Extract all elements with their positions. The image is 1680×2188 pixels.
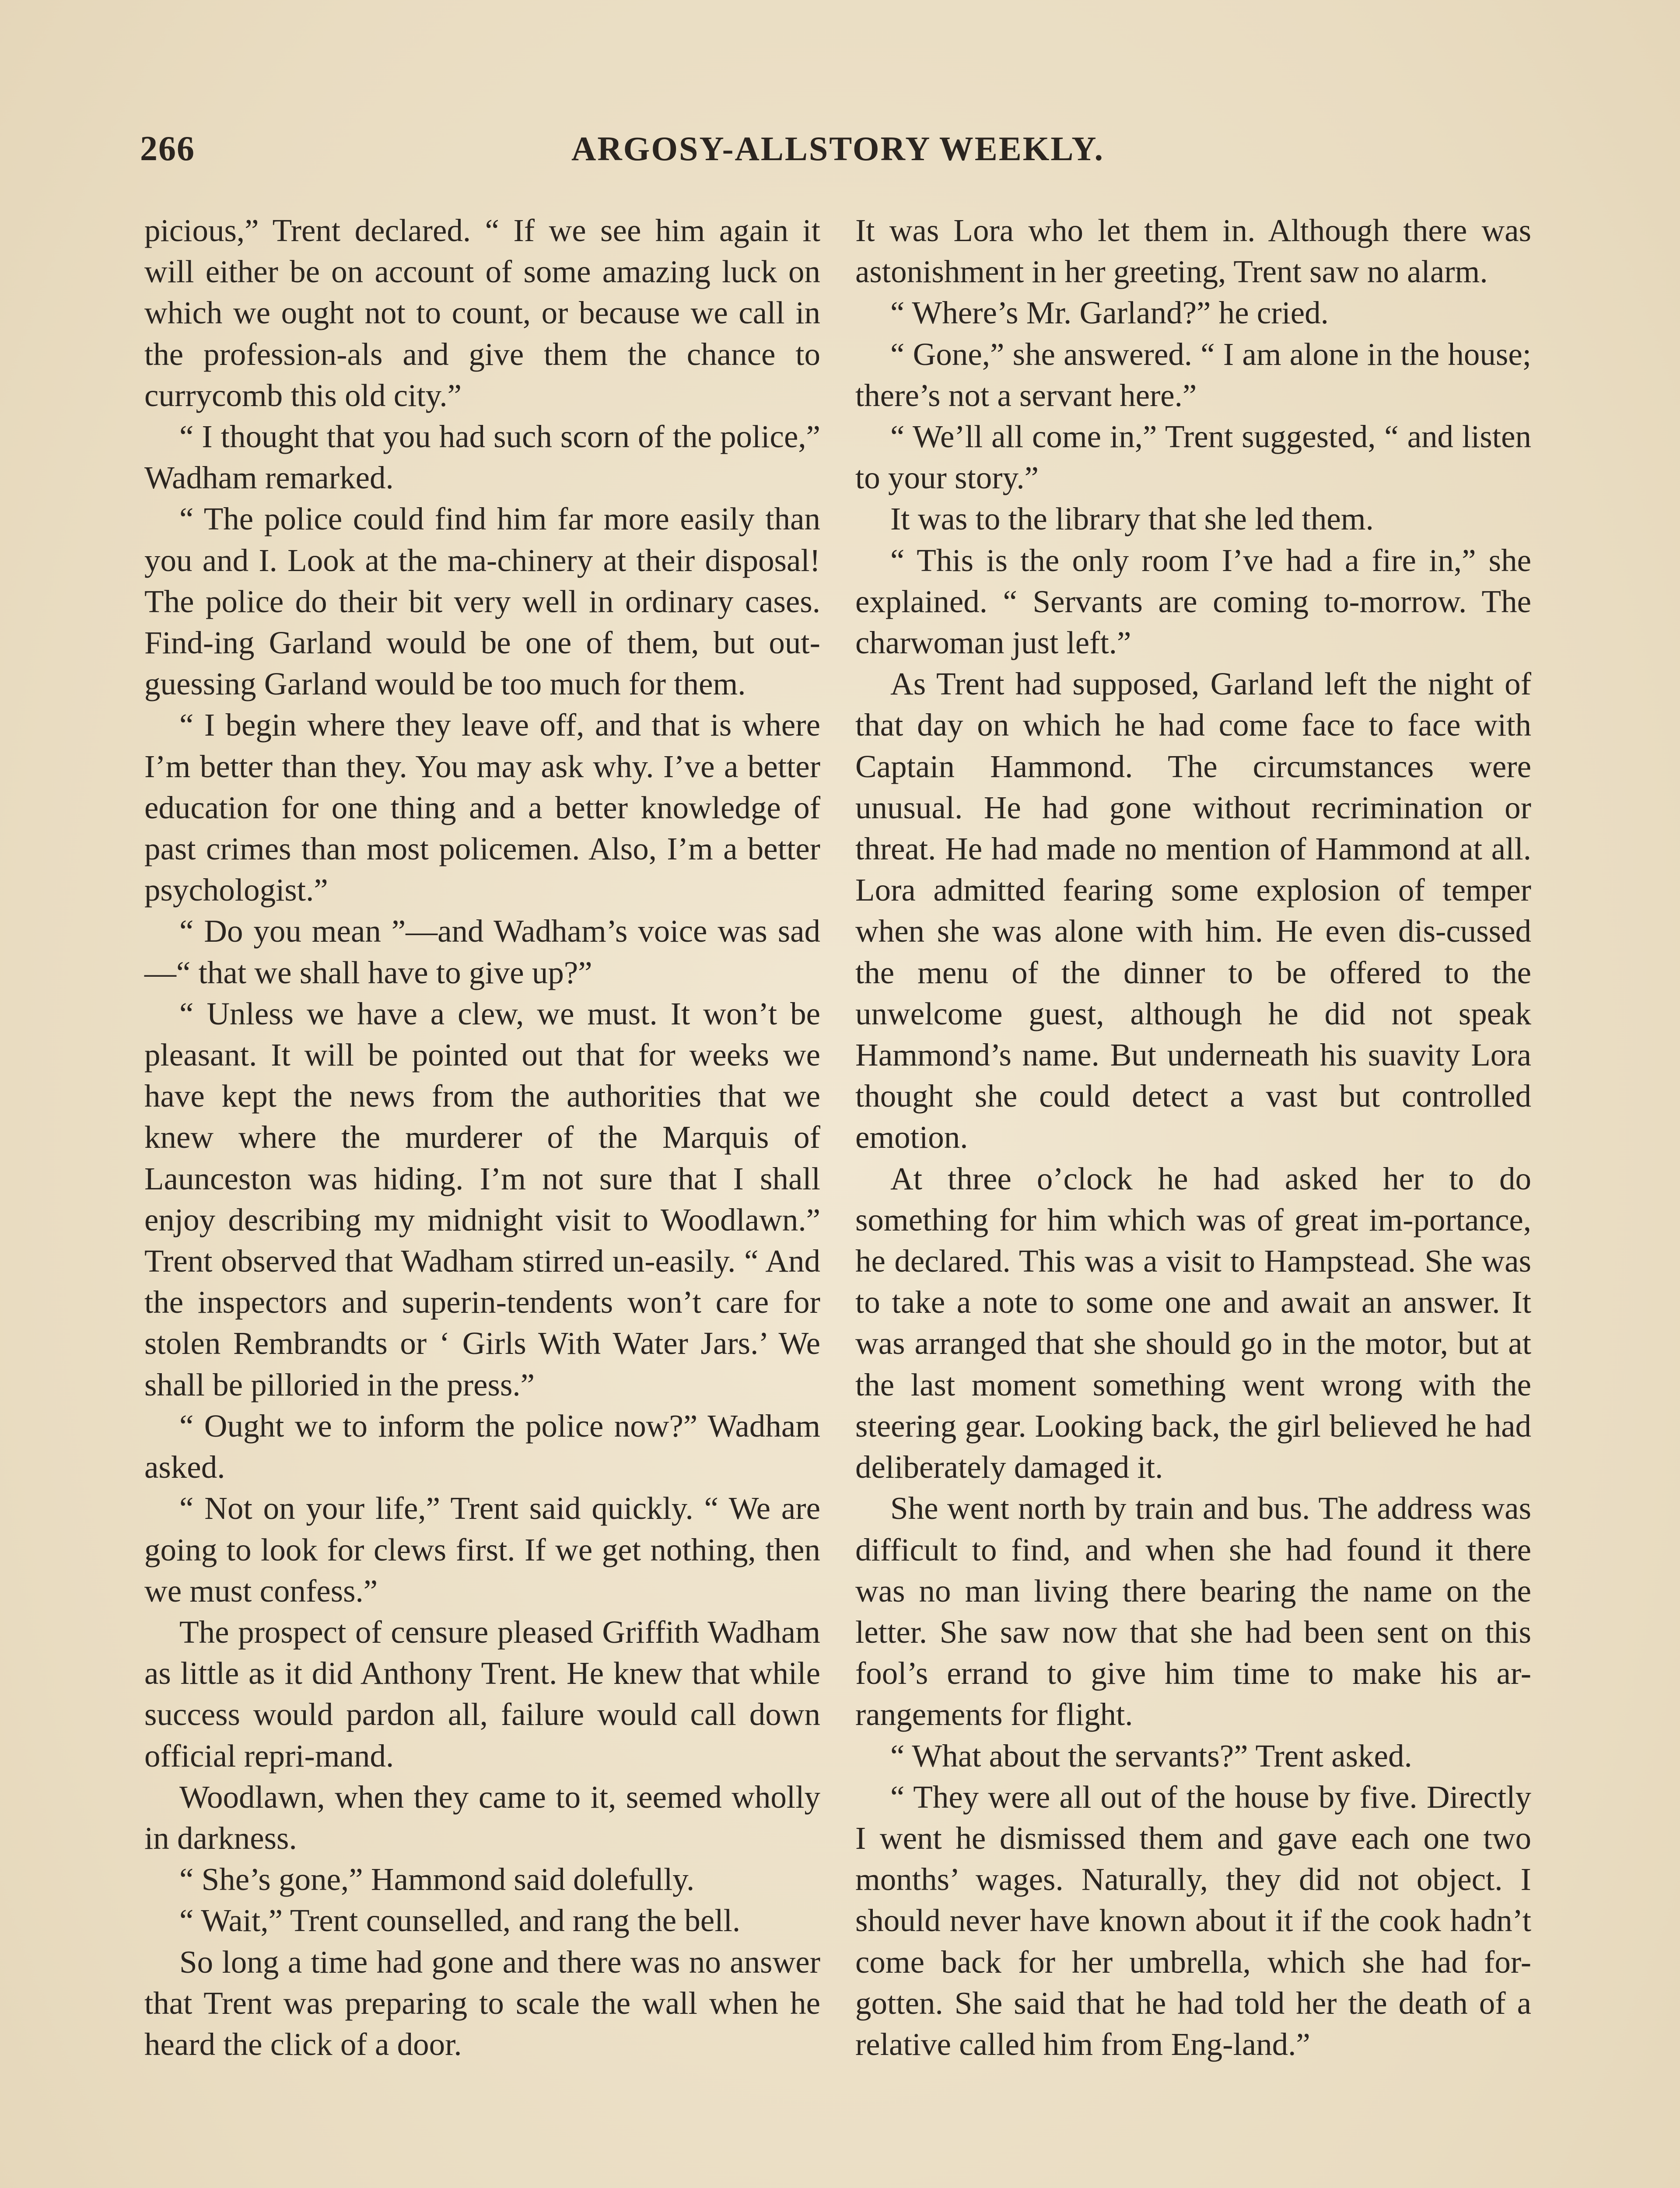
paragraph: “ Not on your life,” Trent said quickly. “ We are going to look for clews first. If we get nothing, then we must confess.” xyxy=(144,1490,820,1609)
paragraph: As Trent had supposed, Garland left the night of that day on which he had come face to face with Captain Hammond. The circumstances were unusual. He had gone without recrimination or threat. He had made no mention of Hammond at all. Lora admitted fearing some explosion of temper when she was alone with him. He even dis-cussed the menu of the dinner to be offered to the unwelcome guest, although he did not speak Hammond’s name. But underneath his suavity Lora thought she could detect a vast but controlled emotion. xyxy=(855,666,1531,1155)
paragraph: “ Wait,” Trent counselled, and rang the bell. xyxy=(179,1903,741,1939)
paragraph: “ The police could find him far more easily than you and I. Look at the ma-chinery at their disposal! The police do their bit very well in ordinary cases. Find-ing Garland would be one of them, but out-guessing Garland would be too much for them. xyxy=(144,501,820,702)
page-header xyxy=(140,129,1536,182)
paragraph: “ What about the servants?” Trent asked. xyxy=(890,1738,1412,1774)
paragraph: “ Gone,” she answered. “ I am alone in the house; there’s not a servant here.” xyxy=(855,336,1531,413)
paragraph: At three o’clock he had asked her to do something for him which was of great im-portance, he declared. This was a visit to Hampstead. She was to take a note to some one and await an answer. It was arranged that she should go in the motor, but at the last moment something went wrong with the steering gear. Looking back, the girl believed he had deliberately damaged it. xyxy=(855,1161,1531,1485)
paragraph: “ This is the only room I’ve had a fire in,” she explained. “ Servants are coming to-morrow. The charwoman just left.” xyxy=(855,542,1531,661)
paragraph: “ Where’s Mr. Garland?” he cried. xyxy=(890,295,1329,331)
paragraph: picious,” Trent declared. “ If we see him again it will either be on account of some amazing luck on which we ought not to count, or because we call in the profession-als and give them the chance to currycomb this old city.” xyxy=(144,213,820,413)
page-number: 266 xyxy=(140,130,195,168)
paragraph: “ We’ll all come in,” Trent suggested, “ and listen to your story.” xyxy=(855,419,1531,496)
paragraph: “ They were all out of the house by five. Directly I went he dismissed them and gave each one two months’ wages. Naturally, they did not object. I should never have known about it if the cook hadn’t come back for her umbrella, which she had for-gotten. She said that he had told her the death of a relative called him from Eng-land.” xyxy=(855,1779,1531,2062)
paragraph: “ I begin where they leave off, and that is where I’m better than they. You may ask why. I’ve a better education for one thing and a better knowledge of past crimes than most policemen. Also, I’m a better psychologist.” xyxy=(144,707,820,908)
paragraph: “ Do you mean ”—and Wadham’s voice was sad—“ that we shall have to give up?” xyxy=(144,913,820,990)
paragraph: So long a time had gone and there was no answer that Trent was preparing to scale the wall when he heard the click of a door. xyxy=(144,1944,820,2062)
right-column xyxy=(855,210,1531,2065)
paragraph: Woodlawn, when they came to it, seemed wholly in darkness. xyxy=(144,1779,820,1856)
paragraph: The prospect of censure pleased Griffith Wadham as little as it did Anthony Trent. He knew that while success would pardon all, failure would call down official repri-mand. xyxy=(144,1614,820,1774)
paragraph: “ I thought that you had such scorn of the police,” Wadham remarked. xyxy=(144,419,820,496)
paragraph: She went north by train and bus. The address was difficult to find, and when she had found it there was no man living there bearing the name on the letter. She saw now that she had been sent on this fool’s errand to give him time to make his ar-rangements for flight. xyxy=(855,1490,1531,1732)
left-column xyxy=(144,210,820,2065)
paragraph: It was Lora who let them in. Although there was astonishment in her greeting, Trent saw no alarm. xyxy=(855,213,1531,290)
paragraph: “ Ought we to inform the police now?” Wadham asked. xyxy=(144,1408,820,1485)
paragraph: “ Unless we have a clew, we must. It won’t be pleasant. It will be pointed out that for weeks we have kept the news from the authorities that we knew where the murderer of the Marquis of Launceston was hiding. I’m not sure that I shall enjoy describing my midnight visit to Woodlawn.” Trent observed that Wadham stirred un-easily. “ And the inspectors and superin-tendents won’t care for stolen Rembrandts or ‘ Girls With Water Jars.’ We shall be pilloried in the press.” xyxy=(144,996,820,1403)
running-title: ARGOSY-ALLSTORY WEEKLY. xyxy=(571,130,1104,168)
paragraph: “ She’s gone,” Hammond said dolefully. xyxy=(179,1862,695,1897)
paragraph: It was to the library that she led them. xyxy=(890,501,1374,537)
